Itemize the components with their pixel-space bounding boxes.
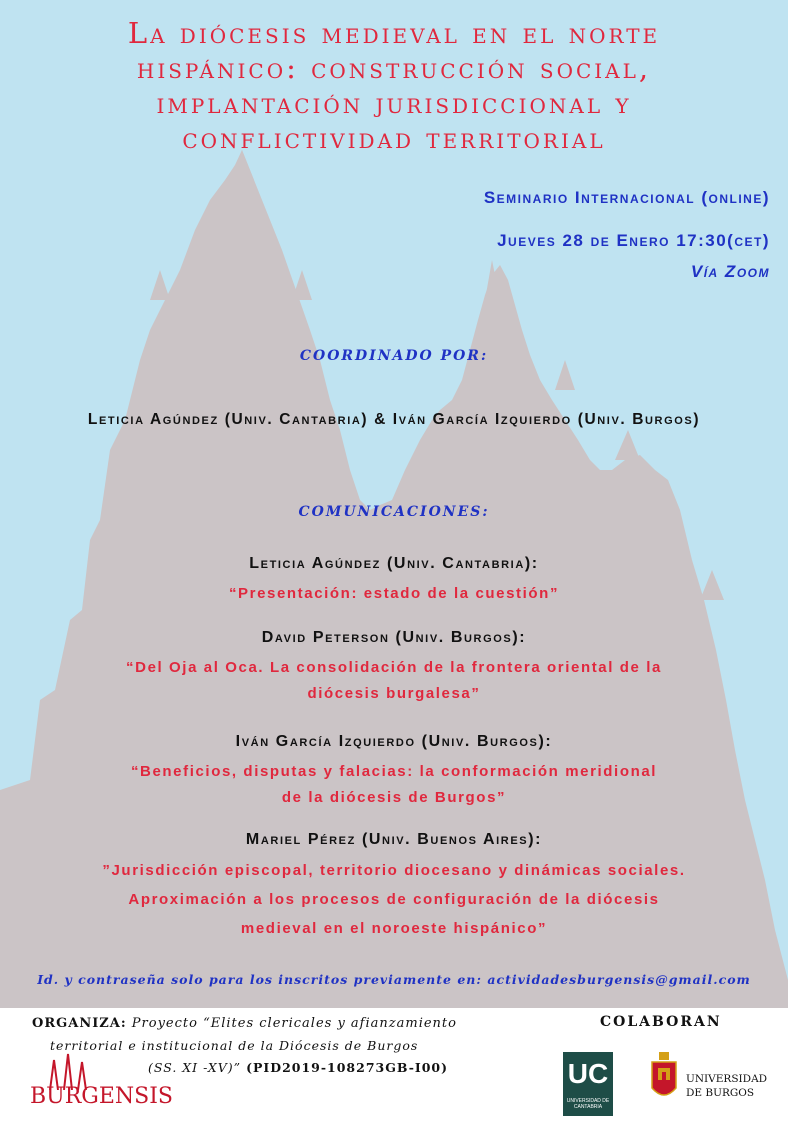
event-type: Seminario Internacional (online) [483,188,770,207]
title-line-2: hispánico: construcción social, [136,51,652,85]
speaker-4: Mariel Pérez (Univ. Buenos Aires): [245,831,543,848]
organiza-line-1 [32,1016,457,1031]
coordinators: Leticia Agúndez (Univ. Cantabria) & Iván García Izquierdo (Univ. Burgos) [87,411,701,428]
uc-logo [563,1052,613,1116]
organiza-project-line-2: territorial e institucional de la Diócesis de Burgos [50,1038,419,1053]
speaker-2: David Peterson (Univ. Burgos): [261,629,527,646]
title-line-3: implantación jurisdiccional y [156,86,632,120]
colaboran-label: COLABORAN [600,1014,722,1030]
ubu-logo-text [686,1072,767,1100]
organiza-project-line-3 [148,1060,448,1075]
ubu-line-1: UNIVERSIDAD [686,1073,768,1085]
organiza-project-line-1: Proyecto “Elites clericales y afianzamiento [131,1016,457,1031]
talk-2-line-1: “Del Oja al Oca. La consolidación de la frontera oriental de la [126,659,662,676]
uc-logo-subtext: UNIVERSIDAD DE CANTABRIA [566,1098,610,1110]
burgensis-logo-text: BURGENSIS [30,1084,173,1109]
speaker-1: Leticia Agúndez (Univ. Cantabria): [249,555,539,572]
event-date: Jueves 28 de Enero 17:30(cet) [497,231,770,250]
title-line-1: La diócesis medieval en el norte [127,16,661,50]
coordination-heading: COORDINADO POR: [299,348,489,364]
title-line-4: conflictividad territorial [182,121,606,155]
talk-2-line-2: diócesis burgalesa” [307,685,481,702]
talk-1-line-1: “Presentación: estado de la cuestión” [228,585,560,602]
project-code: (PID2019-108273GB-I00) [246,1060,449,1075]
organiza-period: (SS. XI -XV)” [148,1060,242,1075]
event-platform: Vía Zoom [690,262,770,281]
communications-heading: COMUNICACIONES: [298,504,490,520]
uc-logo-text: UC [567,1058,609,1089]
footer [0,1008,788,1128]
talk-4-line-3: medieval en el noroeste hispánico” [240,920,548,937]
talk-4-line-1: ”Jurisdicción episcopal, territorio diocesano y dinámicas sociales. [102,862,686,879]
talk-3-line-2: de la diócesis de Burgos” [281,789,507,806]
burgensis-logo [30,1050,173,1120]
organiza-label: ORGANIZA: [32,1016,127,1031]
speaker-3: Iván García Izquierdo (Univ. Burgos): [235,733,553,750]
talk-3-line-1: “Beneficios, disputas y falacias: la conformación meridional [130,763,658,780]
talk-4-line-2: Aproximación a los procesos de configuración de la diócesis [128,891,660,908]
ubu-crest-icon [648,1052,680,1108]
registration-note: Id. y contraseña solo para los inscritos previamente en: actividadesburgensis@gmail.com [37,972,751,987]
ubu-line-2: DE BURGOS [686,1087,755,1099]
